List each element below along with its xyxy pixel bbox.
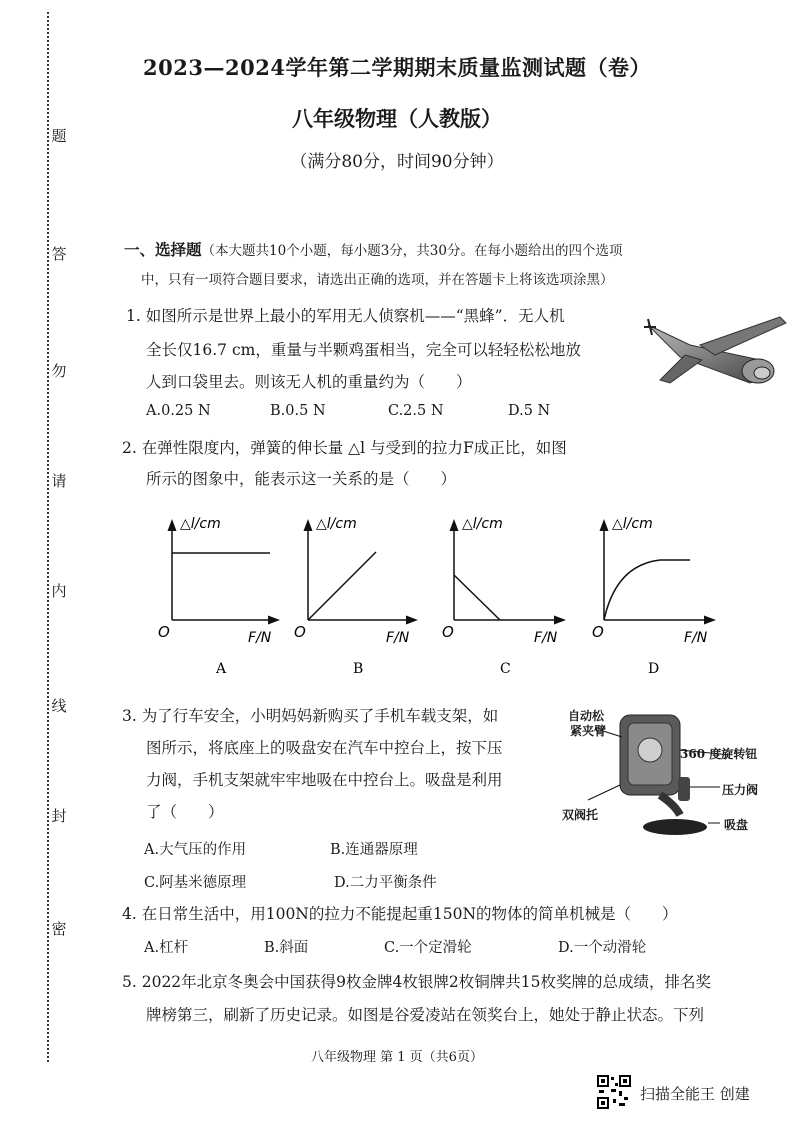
- option-b: B.0.5 N: [270, 403, 326, 419]
- callout-label: 吸盘: [724, 818, 749, 832]
- graph-a: [158, 516, 274, 677]
- x-axis-label: F/N: [684, 630, 708, 646]
- margin-char: 勿: [51, 362, 67, 380]
- question-1-text: 人到口袋里去。则该无人机的重量约为（ ）: [146, 373, 472, 391]
- question-3-text: 3. 为了行车安全，小明妈妈新购买了手机车载支架，如: [122, 707, 499, 725]
- exam-subtitle: 八年级物理（人教版）: [292, 106, 502, 131]
- graph-d: [592, 516, 710, 677]
- margin-char: 题: [51, 127, 67, 145]
- section-instruction: 中，只有一项符合题目要求，请选出正确的选项，并在答题卡上将该选项涂黑）: [141, 272, 614, 288]
- graph-letter: D: [648, 661, 660, 677]
- question-5-text: 5. 2022年北京冬奥会中国获得9枚金牌4枚银牌2枚铜牌共15枚奖牌的总成绩，排名奖: [122, 973, 711, 991]
- qr-code-icon: [597, 1075, 631, 1109]
- option-c: C.阿基米德原理: [144, 875, 247, 891]
- option-c: C.一个定滑轮: [384, 940, 472, 956]
- question-1-text: 1. 如图所示是世界上最小的军用无人侦察机——“黑蜂”．无人机: [126, 307, 565, 325]
- graph-letter: C: [500, 661, 511, 677]
- callout-label: 360 度旋转钮: [680, 747, 758, 761]
- option-a: A.0.25 N: [146, 403, 211, 419]
- y-axis-label: △l/cm: [612, 516, 653, 532]
- origin-label: O: [442, 623, 454, 641]
- y-axis-label: △l/cm: [180, 516, 221, 532]
- option-d: D.5 N: [508, 403, 551, 419]
- question-4-text: 4. 在日常生活中，用100N的拉力不能提起重150N的物体的简单机械是（ ）: [122, 905, 678, 923]
- x-axis-label: F/N: [534, 630, 558, 646]
- section-heading-line: [124, 238, 622, 260]
- option-b: B.连通器原理: [330, 842, 418, 858]
- y-axis-label: △l/cm: [462, 516, 503, 532]
- margin-char: 密: [51, 920, 67, 938]
- graph-curve: [604, 560, 690, 620]
- y-axis-label: △l/cm: [316, 516, 357, 532]
- page-footer: 八年级物理 第 1 页（共6页）: [311, 1050, 483, 1065]
- scanner-label: 扫描全能王 创建: [640, 1085, 750, 1103]
- question-1-text: 全长仅16.7 cm，重量与半颗鸡蛋相当，完全可以轻轻松松地放: [146, 341, 581, 359]
- callout-label: 自动松: [568, 709, 605, 723]
- option-b: B.斜面: [264, 940, 309, 956]
- option-d: D.一个动滑轮: [558, 940, 647, 956]
- origin-label: O: [592, 623, 604, 641]
- graph-c: [442, 516, 560, 677]
- margin-char: 线: [51, 697, 67, 715]
- question-3-text: 图所示，将底座上的吸盘安在汽车中控台上，按下压: [146, 739, 503, 757]
- margin-char: 内: [51, 582, 67, 600]
- x-axis-label: F/N: [386, 630, 410, 646]
- graph-line: [454, 575, 500, 620]
- question-2-text: 2. 在弹性限度内，弹簧的伸长量 △l 与受到的拉力F成正比，如图: [122, 439, 567, 457]
- graph-b: [294, 516, 412, 677]
- graph-letter: A: [216, 661, 227, 677]
- option-a: A.大气压的作用: [144, 842, 247, 858]
- margin-char: 请: [51, 472, 67, 490]
- x-axis-label: F/N: [248, 630, 272, 646]
- callout-label: 压力阀: [722, 783, 759, 797]
- section-heading: 一、选择题: [124, 240, 202, 259]
- question-3-text: 了（ ）: [146, 803, 224, 821]
- drone-image: [640, 305, 790, 395]
- exam-title: 2023—2024学年第二学期期末质量监测试题（卷）: [143, 55, 651, 80]
- question-3-text: 力阀，手机支架就牢牢地吸在中控台上。吸盘是利用: [146, 771, 503, 789]
- margin-char: 答: [51, 245, 67, 263]
- margin-char: 封: [51, 807, 67, 825]
- graph-line: [308, 552, 376, 620]
- graph-letter: B: [353, 661, 364, 677]
- origin-label: O: [294, 623, 306, 641]
- callout-label: 紧夹臂: [570, 724, 607, 738]
- question-2-text: 所示的图象中，能表示这一关系的是（ ）: [146, 470, 457, 488]
- callout-label: 双阀托: [562, 808, 599, 822]
- exam-info: （满分80分，时间90分钟）: [290, 152, 504, 172]
- option-d: D.二力平衡条件: [334, 875, 437, 891]
- graphs-figure: [150, 505, 730, 680]
- origin-label: O: [158, 623, 170, 641]
- option-c: C.2.5 N: [388, 403, 444, 419]
- option-a: A.杠杆: [144, 940, 189, 956]
- section-instruction: （本大题共10个小题，每小题3分，共30分。在每小题给出的四个选项: [201, 243, 623, 259]
- question-5-text: 牌榜第三，刷新了历史记录。如图是谷爱凌站在领奖台上，她处于静止状态。下列: [146, 1006, 705, 1024]
